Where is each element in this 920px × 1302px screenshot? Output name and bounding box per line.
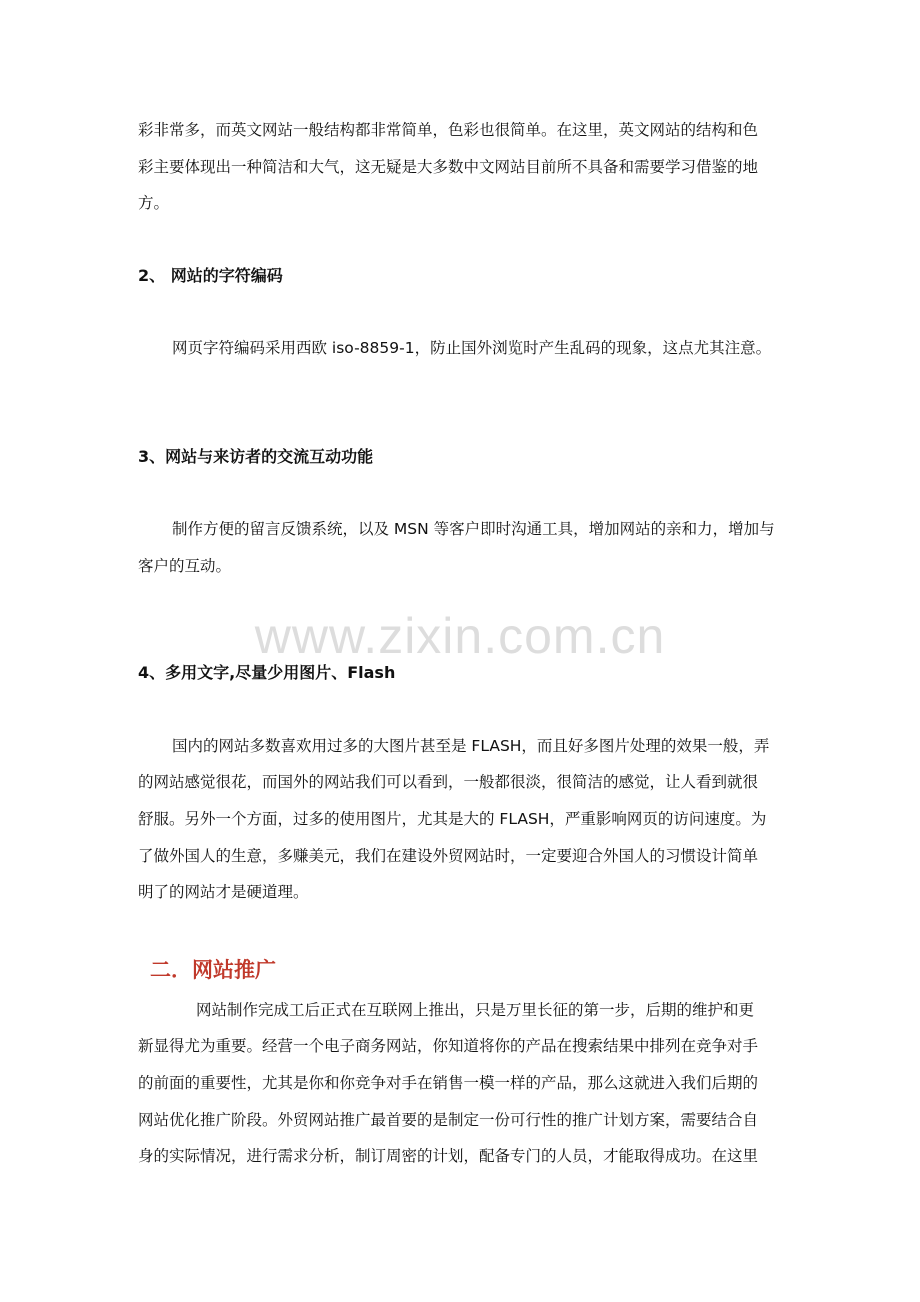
intro-line-1: 彩非常多，而英文网站一般结构都非常简单，色彩也很简单。在这里，英文网站的结构和色: [138, 121, 759, 139]
part-2-line-3: 的前面的重要性，尤其是你和你竞争对手在销售一模一样的产品，那么这就进入我们后期的: [138, 1074, 759, 1092]
intro-line-3: 方。: [138, 194, 170, 212]
section-4-line-1: 国内的网站多数喜欢用过多的大图片甚至是 FLASH，而且好多图片处理的效果一般，弄: [172, 737, 770, 755]
section-4-line-3: 舒服。另外一个方面，过多的使用图片，尤其是大的 FLASH，严重影响网页的访问速度。为: [138, 810, 767, 828]
part-2-line-2: 新显得尤为重要。经营一个电子商务网站，你知道将你的产品在搜索结果中排列在竞争对手: [138, 1037, 759, 1055]
watermark: www.zixin.com.cn: [254, 608, 666, 664]
section-4-line-2: 的网站感觉很花，而国外的网站我们可以看到，一般都很淡，很简洁的感觉，让人看到就很: [138, 773, 759, 791]
section-3-line-1: 制作方便的留言反馈系统，以及 MSN 等客户即时沟通工具，增加网站的亲和力，增加与: [172, 520, 775, 538]
section-4-line-4: 了做外国人的生意，多赚美元，我们在建设外贸网站时，一定要迎合外国人的习惯设计简单: [138, 847, 759, 865]
section-3-line-2: 客户的互动。: [138, 557, 232, 575]
part-2-line-4: 网站优化推广阶段。外贸网站推广最首要的是制定一份可行性的推广计划方案，需要结合自: [138, 1111, 759, 1129]
part-2-line-5: 身的实际情况，进行需求分析，制订周密的计划，配备专门的人员，才能取得成功。在这里: [138, 1147, 759, 1165]
section-4-heading: 4、多用文字,尽量少用图片、Flash: [138, 663, 396, 682]
part-2-line-1: 网站制作完成工后正式在互联网上推出，只是万里长征的第一步，后期的维护和更: [196, 1001, 755, 1019]
section-2-line-1: 网页字符编码采用西欧 iso-8859-1，防止国外浏览时产生乱码的现象，这点尤其注意。: [172, 339, 772, 357]
part-2-heading: 二．网站推广: [150, 958, 276, 982]
section-2-heading: 2、 网站的字符编码: [138, 266, 283, 285]
intro-line-2: 彩主要体现出一种简洁和大气，这无疑是大多数中文网站目前所不具备和需要学习借鉴的地: [138, 158, 759, 176]
section-4-line-5: 明了的网站才是硬道理。: [138, 883, 309, 901]
section-3-heading: 3、网站与来访者的交流互动功能: [138, 447, 374, 466]
